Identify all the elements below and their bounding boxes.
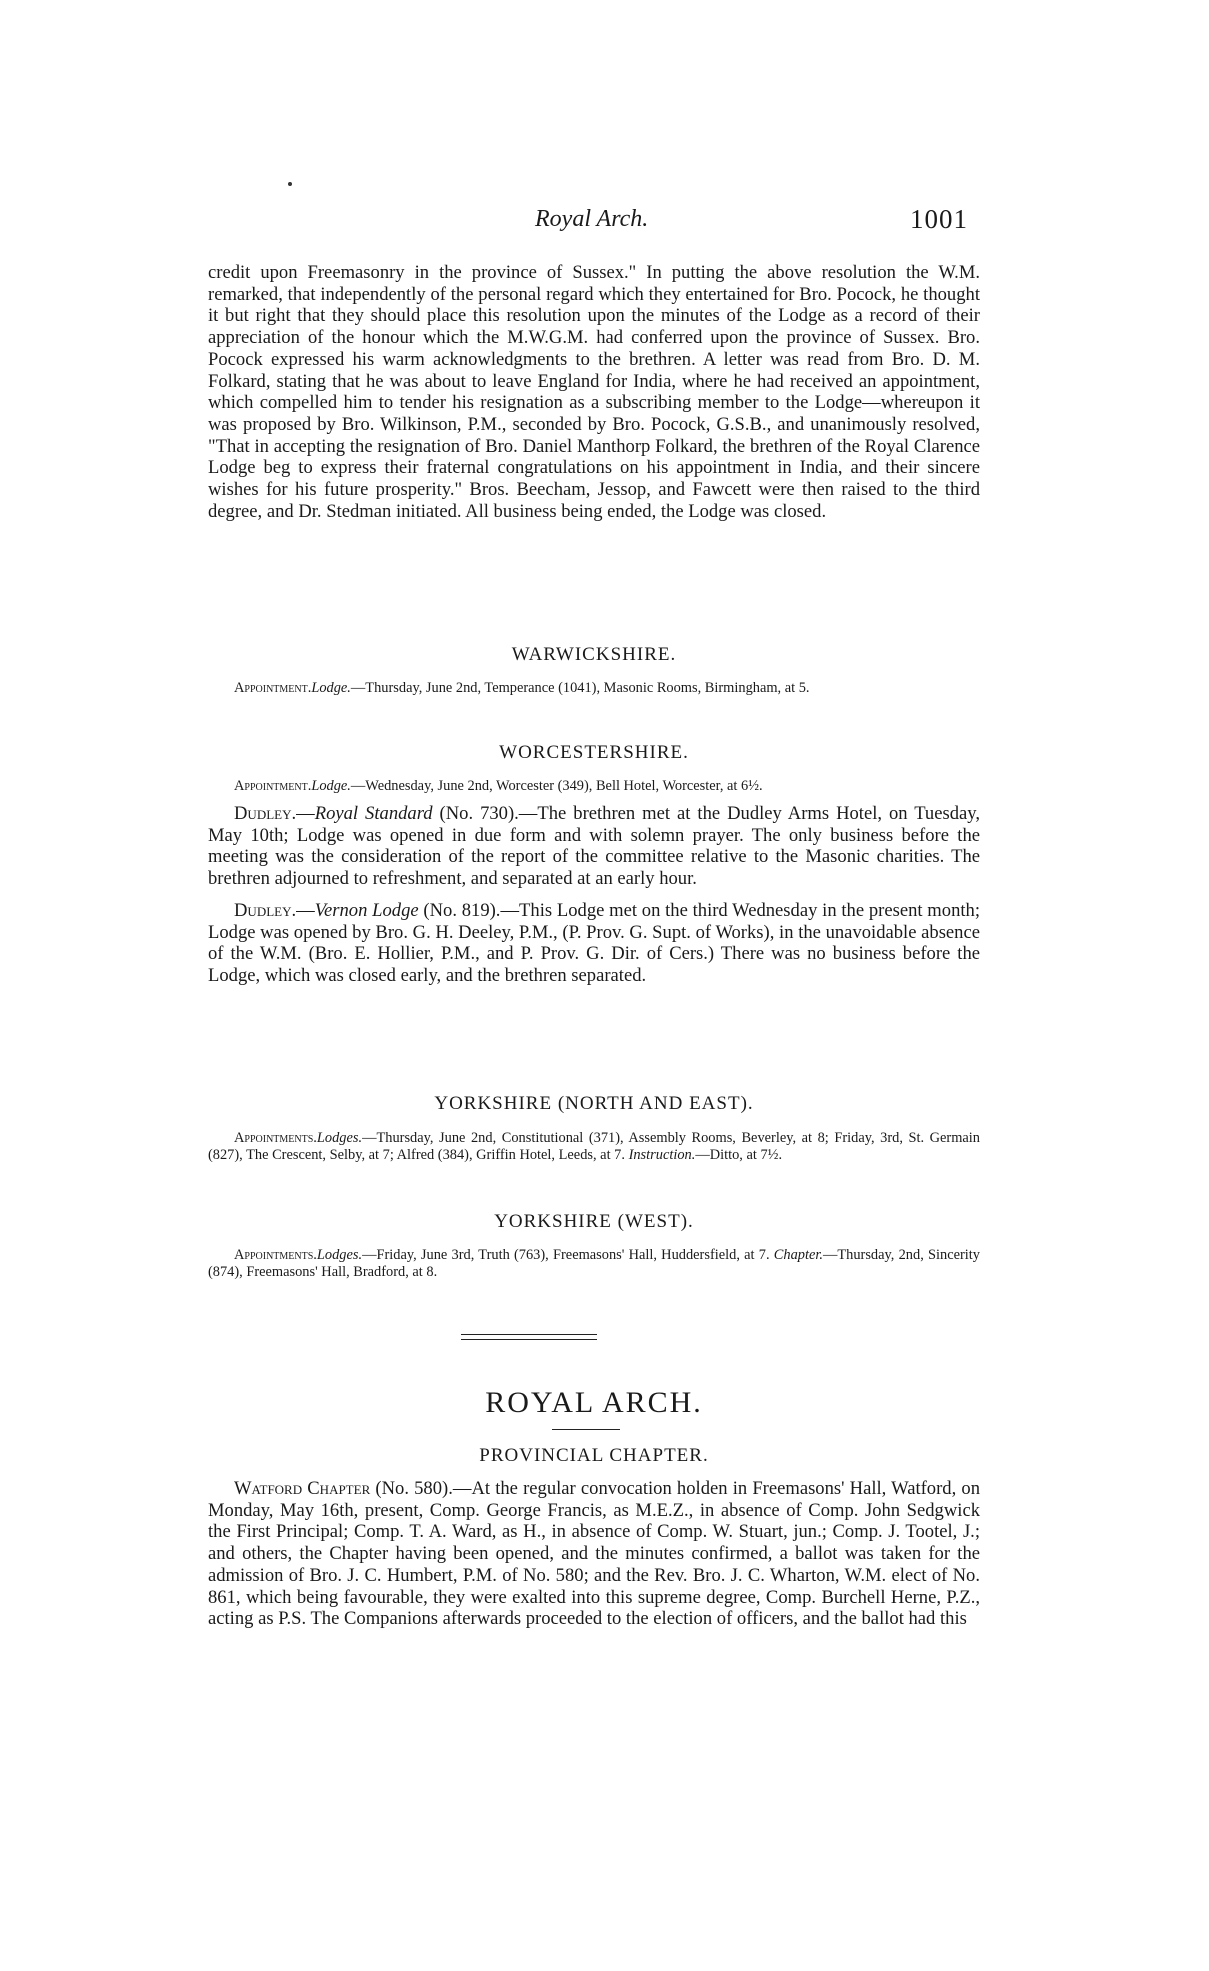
dudley-vernon-lodge-report: Dudley.—Vernon Lodge (No. 819).—This Lodge met on the third Wednesday in the present month; Lodge was opened by Bro. G. H. Deeley, P.M., (P. Prov. G. Supt. of Works), in the unavoidable absence of the W.M. (Bro. E. Hollier, P.M., and P. Prov. G. Dir. of Cers.) There was no business before the Lodge, which was closed early, and the brethren separated.	[208, 899, 980, 986]
worcestershire-section	[208, 778, 980, 987]
lodge-label: Lodge.	[311, 680, 351, 696]
heading-underline	[552, 1429, 620, 1430]
lodge-name: Royal Standard	[314, 803, 433, 824]
appointment-label: Appointment.	[234, 680, 312, 696]
appointments-text: —Thursday, June 2nd, Constitutional (371), Assembly Rooms, Beverley, at 8; Friday, 3rd, St. Germain (827), The Crescent, Selby, at 7; Alfred (384), Griffin Hotel, Leeds, at 7.	[208, 1130, 980, 1163]
intro-section	[208, 262, 980, 522]
royal-arch-heading: ROYAL ARCH.	[485, 1386, 703, 1419]
royal-arch-section	[208, 1478, 980, 1630]
yorkshire-north-east-section	[208, 1130, 980, 1164]
print-mark	[288, 182, 292, 186]
appointment-label: Appointment.	[234, 778, 312, 794]
instruction-text: —Ditto, at 7½.	[695, 1147, 783, 1163]
dudley-royal-standard-report: Dudley.—Royal Standard (No. 730).—The brethren met at the Dudley Arms Hotel, on Tuesday, May 10th; Lodge was opened in due form and with solemn prayer. The only business before the meeting was the consideration of the report of the committee relative to the Masonic charities. The brethren adjourned to refreshment, and separated at an early hour.	[208, 803, 980, 890]
report-text: (No. 730).—The brethren met at the Dudley Arms Hotel, on Tuesday, May 10th; Lodge was opened in due form and with solemn prayer. The only business before the meeting was the consideration of the report of the committee relative to the Masonic charities. The brethren adjourned to refreshment, and separated at an early hour.	[208, 803, 980, 890]
yorkshire-north-east-appointments	[208, 1130, 980, 1164]
warwickshire-appointment	[208, 680, 980, 697]
lodge-label: Lodge.	[311, 778, 351, 794]
intro-paragraph: credit upon Freemasonry in the province of Sussex." In putting the above resolution the W.M. remarked, that independently of the personal regard which they entertained for Bro. Pocock, he thought it but right that they should place this resolution upon the minutes of the Lodge as a record of their appreciation of the honour which the M.W.G.M. had conferred upon the province of Sussex. Bro. Pocock expressed his warm acknowledgments to the brethren. A letter was read from Bro. D. M. Folkard, stating that he was about to leave England for India, where he had received an appointment, which compelled him to tender his resignation as a subscribing member to the Lodge—whereupon it was proposed by Bro. Wilkinson, P.M., seconded by Bro. Pocock, G.S.B., and unanimously resolved, "That in accepting the resignation of Bro. Daniel Manthorp Folkard, the brethren of the Royal Clarence Lodge beg to express their fraternal congratulations on his appointment in India, and their sincere wishes for his future prosperity." Bros. Beecham, Jessop, and Fawcett were then raised to the third degree, and Dr. Stedman initiated. All business being ended, the Lodge was closed.	[208, 262, 980, 522]
yorkshire-north-east-heading: YORKSHIRE (NORTH AND EAST).	[434, 1093, 754, 1114]
running-title: Royal Arch.	[535, 206, 649, 232]
instruction-label: Instruction.	[628, 1147, 696, 1163]
section-divider	[461, 1334, 597, 1335]
lodges-label: Lodges.	[316, 1130, 363, 1146]
chapter-label: Chapter.	[773, 1247, 823, 1263]
yorkshire-west-section	[208, 1247, 980, 1281]
chapter-name: Watford Chapter	[234, 1478, 371, 1499]
yorkshire-west-appointments	[208, 1247, 980, 1281]
appointments-label: Appointments.	[234, 1130, 317, 1146]
place-label: Dudley.	[234, 803, 297, 824]
watford-chapter-report	[208, 1478, 980, 1630]
warwickshire-heading: WARWICKSHIRE.	[511, 644, 677, 665]
place-label: Dudley.	[234, 899, 297, 921]
appointment-text: —Wednesday, June 2nd, Worcester (349), Bell Hotel, Worcester, at 6½.	[350, 778, 763, 794]
lodge-name: Vernon Lodge	[314, 899, 419, 921]
section-divider	[461, 1339, 597, 1340]
appointment-text: —Thursday, June 2nd, Temperance (1041), Masonic Rooms, Birmingham, at 5.	[350, 680, 810, 696]
warwickshire-section	[208, 680, 980, 697]
chapter-text: —Thursday, 2nd, Sincerity (874), Freemasons' Hall, Bradford, at 8.	[208, 1247, 980, 1280]
page-number: 1001	[910, 204, 968, 234]
worcestershire-heading: WORCESTERSHIRE.	[499, 742, 689, 763]
report-text: (No. 819).—This Lodge met on the third Wednesday in the present month; Lodge was opened by Bro. G. H. Deeley, P.M., (P. Prov. G. Supt. of Works), in the unavoidable absence of the W.M. (Bro. E. Hollier, P.M., and P. Prov. G. Dir. of Cers.) There was no business before the Lodge, which was closed early, and the brethren separated.	[208, 899, 980, 986]
appointments-text: —Friday, June 3rd, Truth (763), Freemasons' Hall, Huddersfield, at 7.	[362, 1247, 774, 1263]
provincial-chapter-heading: PROVINCIAL CHAPTER.	[479, 1445, 709, 1466]
worcestershire-appointment	[208, 778, 980, 795]
lodges-label: Lodges.	[316, 1247, 363, 1263]
appointments-label: Appointments.	[234, 1247, 317, 1263]
yorkshire-west-heading: YORKSHIRE (WEST).	[494, 1211, 694, 1232]
report-text: (No. 580).—At the regular convocation holden in Freemasons' Hall, Watford, on Monday, May 16th, present, Comp. George Francis, as M.E.Z., in absence of Comp. John Sedgwick the First Principal; Comp. T. A. Ward, as H., in absence of Comp. W. Stuart, jun.; Comp. J. Tootel, J.; and others, the Chapter having been opened, and the minutes confirmed, a ballot was taken for the admission of Bro. J. C. Humbert, P.M. of No. 580; and the Rev. Bro. J. C. Wharton, W.M. elect of No. 861, which being favourable, they were exalted into this supreme degree, Comp. Burchell Herne, P.Z., acting as P.S. The Companions afterwards proceeded to the election of officers, and the ballot had this	[208, 1478, 980, 1630]
